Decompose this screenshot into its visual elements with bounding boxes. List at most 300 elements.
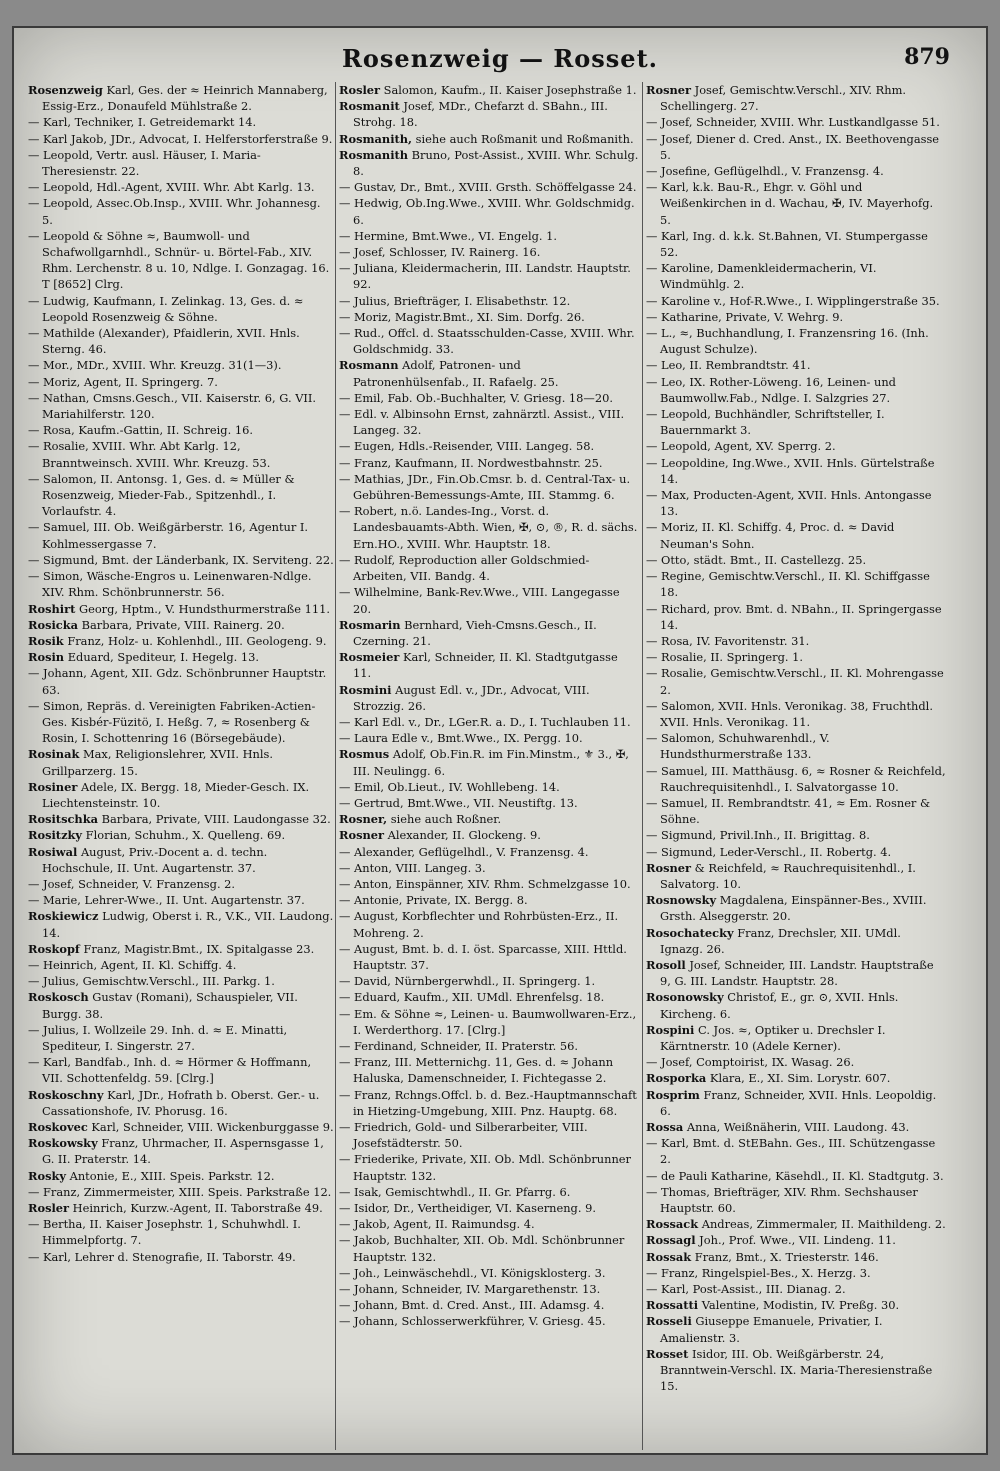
entry-surname: Rosler xyxy=(28,1201,70,1216)
entry-surname: Rosmini xyxy=(339,682,392,697)
directory-entry xyxy=(646,1168,946,1184)
entry-text: Gustav (Romani), Schauspieler, VII. Burgg. 38. xyxy=(42,990,298,1021)
entry-text: — Johann, Agent, XII. Gdz. Schönbrunner Hauptstr. 63. xyxy=(28,666,327,697)
entry-text: — Emil, Ob.Lieut., IV. Wohllebeng. 14. xyxy=(339,779,560,794)
entry-surname: Roskosch xyxy=(28,990,89,1005)
entry-surname: Rosmann xyxy=(339,358,399,373)
entry-text: — Rosalie, II. Springerg. 1. xyxy=(646,650,803,665)
directory-entry xyxy=(28,471,334,520)
entry-text: Barbara, Private, VIII. Rainerg. 20. xyxy=(78,617,285,632)
entry-text: — Leo, II. Rembrandtstr. 41. xyxy=(646,358,811,373)
entry-text: Georg, Hptm., V. Hundsthurmerstraße 111. xyxy=(75,601,331,616)
entry-text: — Franz, III. Metternichg. 11, Ges. d. ≈ Johann Haluska, Damenschneider, I. Fichtegasse 2. xyxy=(339,1055,614,1086)
entry-surname: Rositschka xyxy=(28,812,98,827)
entry-surname: Rosner xyxy=(646,83,692,97)
entry-text: — Ludwig, Kaufmann, I. Zelinkag. 13, Ges. d. ≈ Leopold Rosenzweig & Söhne. xyxy=(28,293,304,324)
directory-entry xyxy=(646,438,946,454)
directory-entry xyxy=(339,779,639,795)
entry-text: — Karl, Ing. d. k.k. St.Bahnen, VI. Stumpergasse 52. xyxy=(646,228,928,260)
entry-text: Klara, E., XI. Sim. Lorystr. 607. xyxy=(706,1071,891,1086)
entry-text: Salomon, Kaufm., II. Kaiser Josephstraße 1. xyxy=(380,83,637,97)
entry-text: Anna, Weißnäherin, VIII. Laudong. 43. xyxy=(683,1120,910,1134)
directory-entry xyxy=(339,795,639,811)
directory-entry xyxy=(339,649,639,681)
directory-entry xyxy=(339,244,639,260)
directory-entry xyxy=(339,876,639,892)
directory-entry xyxy=(28,228,334,293)
directory-entry xyxy=(28,1168,334,1184)
entry-text: Franz, Magistr.Bmt., IX. Spitalgasse 23. xyxy=(79,941,315,956)
directory-entry xyxy=(646,1297,946,1313)
entry-surname: Rosnowsky xyxy=(646,893,717,908)
entry-text: — Moriz, II. Kl. Schiffg. 4, Proc. d. ≈ David Neuman's Sohn. xyxy=(646,520,895,551)
directory-entry xyxy=(646,601,946,633)
entry-text: — Sigmund, Leder-Verschl., II. Robertg. 4. xyxy=(646,844,892,859)
entry-text: — August, Korbflechter und Rohrbüsten-Erz., II. Mohreng. 2. xyxy=(339,909,619,940)
directory-entry xyxy=(646,1313,946,1345)
directory-entry xyxy=(339,82,639,98)
directory-entry xyxy=(646,487,946,519)
directory-entry xyxy=(339,195,639,227)
page-title: Rosenzweig — Rosset. xyxy=(341,44,659,73)
directory-entry xyxy=(646,633,946,649)
directory-entry xyxy=(646,519,946,551)
directory-entry xyxy=(339,941,639,973)
directory-entry xyxy=(339,1232,639,1264)
directory-entry xyxy=(339,179,639,195)
entry-text: August Edl. v., JDr., Advocat, VIII. Strozzig. 26. xyxy=(353,682,590,713)
entry-text: Eduard, Spediteur, I. Hegelg. 13. xyxy=(64,650,260,665)
directory-entry xyxy=(646,82,946,114)
entry-text: — Hedwig, Ob.Ing.Wwe., XVIII. Whr. Goldschmidg. 6. xyxy=(339,196,635,227)
entry-text: — Franz, Rchngs.Offcl. b. d. Bez.-Hauptmannschaft in Hietzing-Umgebung, XIII. Pnz. Hauptg. 68. xyxy=(339,1087,637,1118)
directory-entry xyxy=(339,406,639,438)
directory-entry xyxy=(28,82,334,114)
entry-text: Max, Religionslehrer, XVII. Hnls. Grillparzerg. 15. xyxy=(42,747,273,778)
entry-text: — Rosalie, XVIII. Whr. Abt Karlg. 12, Branntweinsch. XVIII. Whr. Kreuzg. 53. xyxy=(28,439,271,470)
directory-entry xyxy=(339,98,639,130)
entry-text: — Sigmund, Privil.Inh., II. Brigittag. 8. xyxy=(646,828,870,843)
directory-entry xyxy=(28,876,334,892)
directory-entry xyxy=(28,601,334,617)
entry-text: — Mathilde (Alexander), Pfaidlerin, XVII. Hnls. Sterng. 46. xyxy=(28,326,300,357)
entry-text: — Otto, städt. Bmt., II. Castellezg. 25. xyxy=(646,552,867,567)
entry-text: — Juliana, Kleidermacherin, III. Landstr. Hauptstr. 92. xyxy=(339,261,631,292)
entry-surname: Rosochatecky xyxy=(646,925,734,940)
directory-entry xyxy=(28,957,334,973)
directory-entry xyxy=(28,390,334,422)
entry-text: siehe auch Roßner. xyxy=(387,812,502,827)
directory-entry xyxy=(339,811,639,827)
directory-entry xyxy=(28,973,334,989)
directory-entry xyxy=(339,503,639,552)
entry-surname: Rosseli xyxy=(646,1314,692,1329)
entry-text: — Simon, Repräs. d. Vereinigten Fabriken-Actien-Ges. Kisbér-Füzitö, I. Heßg. 7, ≈ Rosenberg & Rosin, I. Schottenring 16 (Börsegebäude). xyxy=(28,698,316,746)
entry-surname: Rosmanith, xyxy=(339,131,413,146)
entry-text: — Leopold, Agent, XV. Sperrg. 2. xyxy=(646,439,836,454)
entry-surname: Rosprim xyxy=(646,1087,700,1102)
entry-text: C. Jos. ≈, Optiker u. Drechsler I. Kärntnerstr. 10 (Adele Kerner). xyxy=(660,1022,886,1053)
entry-text: — Josef, Schneider, XVIII. Whr. Lustkandlgasse 51. xyxy=(646,115,940,130)
entry-text: Christof, E., gr. ⊙, XVII. Hnls. Kircheng. 6. xyxy=(660,990,899,1021)
entry-text: Karl, Schneider, VIII. Wickenburggasse 9. xyxy=(87,1120,334,1134)
entry-surname: Rossa xyxy=(646,1120,684,1134)
entry-text: — Julius, Gemischtw.Verschl., III. Parkg. 1. xyxy=(28,974,275,989)
directory-entry xyxy=(646,1184,946,1216)
directory-entry xyxy=(339,973,639,989)
directory-entry xyxy=(646,730,946,762)
entry-surname: Rosiwal xyxy=(28,844,78,859)
entry-surname: Rosenzweig xyxy=(28,83,103,97)
entry-surname: Rosky xyxy=(28,1168,66,1183)
entry-text: — Karl, Bmt. d. StEBahn. Ges., III. Schützengasse 2. xyxy=(646,1136,936,1167)
directory-entry xyxy=(28,1184,334,1200)
directory-entry xyxy=(646,455,946,487)
entry-surname: Rosmarin xyxy=(339,617,401,632)
directory-column-1 xyxy=(28,82,334,1450)
entry-text: — Friedrich, Gold- und Silberarbeiter, VIII. Josefstädterstr. 50. xyxy=(339,1120,588,1151)
directory-entry xyxy=(28,1119,334,1135)
directory-entry xyxy=(339,844,639,860)
entry-text: — Johann, Bmt. d. Cred. Anst., III. Adamsg. 4. xyxy=(339,1298,605,1313)
entry-text: — Alexander, Geflügelhdl., V. Franzensg. 4. xyxy=(339,844,589,859)
directory-entry xyxy=(28,811,334,827)
directory-entry xyxy=(28,908,334,940)
directory-entry xyxy=(339,1119,639,1151)
directory-entry xyxy=(339,584,639,616)
directory-entry xyxy=(28,746,334,778)
entry-text: — Johann, Schlosserwerkführer, V. Griesg. 45. xyxy=(339,1314,606,1329)
entry-text: — Josef, Diener d. Cred. Anst., IX. Beethovengasse 5. xyxy=(646,131,940,162)
directory-entry xyxy=(646,114,946,130)
directory-entry xyxy=(339,1265,639,1281)
entry-text: — Rosa, Kaufm.-Gattin, II. Schreig. 16. xyxy=(28,423,253,438)
entry-surname: Rosner, xyxy=(339,812,388,827)
entry-surname: Rossak xyxy=(646,1249,692,1264)
directory-entry xyxy=(28,649,334,665)
entry-text: — Eduard, Kaufm., XII. UMdl. Ehrenfelsg. 18. xyxy=(339,990,605,1005)
directory-entry xyxy=(646,1249,946,1265)
entry-text: — Heinrich, Agent, II. Kl. Schiffg. 4. xyxy=(28,957,237,972)
entry-text: — Karl, k.k. Bau-R., Ehgr. v. Göhl und Weißenkirchen in d. Wachau, ✠, IV. Mayerhofg. 5. xyxy=(646,180,934,227)
directory-entry xyxy=(646,795,946,827)
entry-text: — Wilhelmine, Bank-Rev.Wwe., VIII. Langegasse 20. xyxy=(339,585,620,616)
entry-text: — Franz, Ringelspiel-Bes., X. Herzg. 3. xyxy=(646,1265,871,1280)
directory-entry xyxy=(646,357,946,373)
directory-entry xyxy=(339,1281,639,1297)
entry-text: — Josef, Comptoirist, IX. Wasag. 26. xyxy=(646,1055,855,1070)
directory-entry xyxy=(28,698,334,747)
entry-text: — August, Bmt. b. d. I. öst. Sparcasse, XIII. Httld. Hauptstr. 37. xyxy=(339,941,627,972)
entry-text: Josef, Gemischtw.Verschl., XIV. Rhm. Schellingerg. 27. xyxy=(660,83,906,114)
entry-text: — Jakob, Buchhalter, XII. Ob. Mdl. Schönbrunner Hauptstr. 132. xyxy=(339,1233,625,1264)
entry-text: — L., ≈, Buchhandlung, I. Franzensring 16. (Inh. August Schulze). xyxy=(646,326,929,357)
directory-entry xyxy=(646,827,946,843)
directory-entry xyxy=(28,844,334,876)
directory-entry xyxy=(28,617,334,633)
directory-entry xyxy=(339,617,639,649)
directory-entry xyxy=(28,179,334,195)
entry-surname: Rosicka xyxy=(28,617,79,632)
entry-text: — Karl Jakob, JDr., Advocat, I. Helferstorferstraße 9. xyxy=(28,131,333,146)
directory-entry xyxy=(28,633,334,649)
directory-entry xyxy=(646,763,946,795)
entry-text: — Leopold & Söhne ≈, Baumwoll- und Schafwollgarnhdl., Schnür- u. Börtel-Fab., XIV. Rhm. Lerchenstr. 8 u. 10, Ndlge. I. Gonzagag. 16. T [8652] Clrg. xyxy=(28,228,330,292)
directory-entry xyxy=(339,827,639,843)
directory-entry xyxy=(339,1200,639,1216)
directory-entry xyxy=(646,1346,946,1395)
entry-surname: Rossagl xyxy=(646,1233,696,1248)
entry-text: — Karoline v., Hof-R.Wwe., I. Wipplingerstraße 35. xyxy=(646,293,940,308)
entry-text: — Leopold, Hdl.-Agent, XVIII. Whr. Abt Karlg. 13. xyxy=(28,180,315,195)
directory-entry xyxy=(646,1070,946,1086)
entry-surname: Rosset xyxy=(646,1346,689,1361)
entry-text: — Richard, prov. Bmt. d. NBahn., II. Springergasse 14. xyxy=(646,601,942,632)
directory-entry xyxy=(646,374,946,406)
entry-text: Josef, MDr., Chefarzt d. SBahn., III. Strohg. 18. xyxy=(353,99,608,130)
entry-surname: Roskovec xyxy=(28,1120,88,1134)
directory-entry xyxy=(646,179,946,228)
entry-text: Karl, Ges. der ≈ Heinrich Mannaberg, Essig-Erz., Donaufeld Mühlstraße 2. xyxy=(42,83,328,114)
directory-entry xyxy=(28,568,334,600)
directory-entry xyxy=(339,552,639,584)
directory-entry xyxy=(28,195,334,227)
entry-text: — Eugen, Hdls.-Reisender, VIII. Langeg. 58. xyxy=(339,439,595,454)
directory-entry xyxy=(28,519,334,551)
entry-surname: Rosmanit xyxy=(339,99,400,114)
directory-entry xyxy=(646,1054,946,1070)
directory-entry xyxy=(646,260,946,292)
entry-surname: Roskoschny xyxy=(28,1087,104,1102)
directory-page xyxy=(14,28,986,1453)
entry-text: — Nathan, Cmsns.Gesch., VII. Kaiserstr. 6, G. VII. Mariahilferstr. 120. xyxy=(28,390,317,422)
entry-text: Adolf, Patronen- und Patronenhülsenfab., II. Rafaelg. 25. xyxy=(353,358,559,389)
entry-text: Giuseppe Emanuele, Privatier, I. Amalienstr. 3. xyxy=(660,1314,883,1345)
directory-entry xyxy=(646,860,946,892)
entry-text: — Emil, Fab. Ob.-Buchhalter, V. Griesg. 18—20. xyxy=(339,390,613,405)
entry-surname: Rosmeier xyxy=(339,650,400,665)
entry-text: Josef, Schneider, III. Landstr. Hauptstraße 9, G. III. Landstr. Hauptstr. 28. xyxy=(660,957,934,989)
directory-entry xyxy=(339,438,639,454)
entry-text: — de Pauli Katharine, Käsehdl., II. Kl. Stadtgutg. 3. xyxy=(646,1168,944,1183)
entry-text: Karl, JDr., Hofrath b. Oberst. Ger.- u. Cassationshofe, IV. Phorusg. 16. xyxy=(42,1087,320,1118)
directory-entry xyxy=(28,147,334,179)
directory-entry xyxy=(646,1135,946,1167)
entry-surname: Rosler xyxy=(339,83,381,97)
entry-text: — Franz, Zimmermeister, XIII. Speis. Parkstraße 12. xyxy=(28,1184,332,1199)
entry-text: — Friederike, Private, XII. Ob. Mdl. Schönbrunner Hauptstr. 132. xyxy=(339,1152,631,1183)
directory-entry xyxy=(646,957,946,989)
directory-entry xyxy=(28,1216,334,1248)
entry-text: — Gertrud, Bmt.Wwe., VII. Neustiftg. 13. xyxy=(339,795,578,810)
entry-text: — Josef, Schlosser, IV. Rainerg. 16. xyxy=(339,245,541,260)
entry-text: — Leopold, Vertr. ausl. Häuser, I. Maria-Theresienstr. 22. xyxy=(28,147,261,179)
entry-text: — Karl, Bandfab., Inh. d. ≈ Hörmer & Hoffmann, VII. Schottenfeldg. 59. [Clrg.] xyxy=(28,1055,312,1086)
directory-entry xyxy=(28,114,334,130)
entry-text: — Johann, Schneider, IV. Margarethenstr. 13. xyxy=(339,1282,601,1297)
entry-text: — Isak, Gemischtwhdl., II. Gr. Pfarrg. 6. xyxy=(339,1184,571,1199)
directory-entry xyxy=(339,1006,639,1038)
entry-text: — Samuel, III. Matthäusg. 6, ≈ Rosner & Reichfeld, Rauchrequisitenhdl., I. Salvatorgasse 10. xyxy=(646,763,946,794)
entry-text: — Simon, Wäsche-Engros u. Leinenwaren-Ndlge. XIV. Rhm. Schönbrunnerstr. 56. xyxy=(28,569,312,600)
directory-entry xyxy=(28,1249,334,1265)
directory-entry xyxy=(646,1022,946,1054)
directory-entry xyxy=(339,357,639,389)
directory-entry xyxy=(339,260,639,292)
entry-text: — Rosalie, Gemischtw.Verschl., II. Kl. Mohrengasse 2. xyxy=(646,666,944,697)
entry-text: — Hermine, Bmt.Wwe., VI. Engelg. 1. xyxy=(339,228,558,243)
directory-entry xyxy=(28,892,334,908)
entry-surname: Rosner xyxy=(646,860,692,875)
directory-entry xyxy=(646,1232,946,1248)
entry-text: Alexander, II. Glockeng. 9. xyxy=(384,828,541,843)
directory-entry xyxy=(28,1200,334,1216)
entry-text: — Anton, Einspänner, XIV. Rhm. Schmelzgasse 10. xyxy=(339,876,631,891)
entry-text: Florian, Schuhm., X. Quelleng. 69. xyxy=(82,828,286,843)
directory-entry xyxy=(339,714,639,730)
entry-text: & Reichfeld, ≈ Rauchrequisitenhdl., I. Salvatorg. 10. xyxy=(660,860,916,891)
directory-entry xyxy=(646,552,946,568)
directory-entry xyxy=(28,357,334,373)
entry-text: — Katharine, Private, V. Wehrg. 9. xyxy=(646,309,844,324)
entry-text: Barbara, Private, VIII. Laudongasse 32. xyxy=(97,812,331,827)
entry-text: — Leopold, Buchhändler, Schriftsteller, I. Bauernmarkt 3. xyxy=(646,407,885,438)
entry-text: — Laura Edle v., Bmt.Wwe., IX. Pergg. 10. xyxy=(339,731,583,746)
directory-entry xyxy=(646,989,946,1021)
directory-entry xyxy=(339,746,639,778)
entry-text: — Max, Producten-Agent, XVII. Hnls. Antongasse 13. xyxy=(646,488,932,519)
entry-text: — Salomon, XVII. Hnls. Veronikag. 38, Fruchthdl. XVII. Hnls. Veronikag. 11. xyxy=(646,698,933,729)
directory-entry xyxy=(339,1054,639,1086)
entry-text: Franz, Holz- u. Kohlenhdl., III. Geologeng. 9. xyxy=(63,633,327,648)
entry-surname: Rosiner xyxy=(28,779,78,794)
directory-entry xyxy=(339,1216,639,1232)
directory-entry xyxy=(28,131,334,147)
directory-entry xyxy=(28,665,334,697)
entry-text: Franz, Bmt., X. Triesterstr. 146. xyxy=(691,1249,879,1264)
entry-surname: Rosonowsky xyxy=(646,990,724,1005)
entry-text: — Mathias, JDr., Fin.Ob.Cmsr. b. d. Central-Tax- u. Gebühren-Bemessungs-Amte, III. Stammg. 6. xyxy=(339,471,631,503)
directory-entry xyxy=(646,163,946,179)
page-number: 879 xyxy=(904,44,950,70)
entry-text: — Marie, Lehrer-Wwe., II. Unt. Augartenstr. 37. xyxy=(28,893,305,908)
entry-text: — Julius, I. Wollzeile 29. Inh. d. ≈ E. Minatti, Spediteur, I. Singerstr. 27. xyxy=(28,1022,288,1053)
entry-text: Valentine, Modistin, IV. Preßg. 30. xyxy=(698,1298,900,1313)
directory-entry xyxy=(339,989,639,1005)
directory-entry xyxy=(339,1184,639,1200)
entry-surname: Rosmanith xyxy=(339,147,409,162)
entry-surname: Rosin xyxy=(28,650,65,665)
directory-entry xyxy=(339,471,639,503)
entry-surname: Roskopf xyxy=(28,941,80,956)
directory-entry xyxy=(646,293,946,309)
entry-text: Heinrich, Kurzw.-Agent, II. Taborstraße 49. xyxy=(69,1201,323,1216)
entry-text: — Regine, Gemischtw.Verschl., II. Kl. Schiffgasse 18. xyxy=(646,569,930,600)
directory-entry xyxy=(646,406,946,438)
entry-text: — Gustav, Dr., Bmt., XVIII. Grsth. Schöffelgasse 24. xyxy=(339,180,637,195)
entry-surname: Rosner xyxy=(339,828,385,843)
directory-entry xyxy=(339,892,639,908)
entry-text: — Josef, Schneider, V. Franzensg. 2. xyxy=(28,876,236,891)
entry-surname: Rosmus xyxy=(339,747,390,762)
directory-entry xyxy=(339,131,639,147)
entry-surname: Roshirt xyxy=(28,601,76,616)
directory-entry xyxy=(646,1087,946,1119)
directory-entry xyxy=(339,860,639,876)
entry-surname: Rosik xyxy=(28,633,64,648)
directory-entry xyxy=(646,665,946,697)
directory-entry xyxy=(28,1135,334,1167)
entry-surname: Roskiewicz xyxy=(28,909,99,924)
entry-text: Antonie, E., XIII. Speis. Parkstr. 12. xyxy=(66,1168,275,1183)
entry-text: Andreas, Zimmermaler, II. Maithildeng. 2. xyxy=(698,1217,946,1232)
entry-text: — Thomas, Briefträger, XIV. Rhm. Sechshauser Hauptstr. 60. xyxy=(646,1184,918,1216)
directory-entry xyxy=(646,1216,946,1232)
directory-entry xyxy=(28,293,334,325)
directory-entry xyxy=(646,325,946,357)
directory-entry xyxy=(339,1297,639,1313)
directory-entry xyxy=(646,892,946,924)
entry-text: — Karl, Lehrer d. Stenografie, II. Taborstr. 49. xyxy=(28,1249,296,1264)
directory-entry xyxy=(646,131,946,163)
entry-text: — Mor., MDr., XVIII. Whr. Kreuzg. 31(1—3). xyxy=(28,358,282,373)
column-divider xyxy=(642,82,643,1450)
entry-surname: Rospini xyxy=(646,1022,695,1037)
entry-text: — Julius, Briefträger, I. Elisabethstr. 12. xyxy=(339,293,571,308)
entry-text: Isidor, III. Ob. Weißgärberstr. 24, Branntwein-Verschl. IX. Maria-Theresienstraße 15. xyxy=(660,1346,933,1394)
entry-surname: Rosoll xyxy=(646,957,686,972)
directory-entry xyxy=(339,682,639,714)
directory-entry xyxy=(28,374,334,390)
directory-entry xyxy=(28,325,334,357)
entry-text: August, Priv.-Docent a. d. techn. Hochschule, II. Unt. Augartenstr. 37. xyxy=(42,844,268,875)
entry-surname: Rossack xyxy=(646,1217,699,1232)
entry-text: Franz, Drechsler, XII. UMdl. Ignazg. 26. xyxy=(660,925,901,956)
directory-entry xyxy=(339,293,639,309)
entry-text: — Rudolf, Reproduction aller Goldschmied-Arbeiten, VII. Bandg. 4. xyxy=(339,552,590,584)
entry-text: Magdalena, Einspänner-Bes., XVIII. Grsth. Alseggerstr. 20. xyxy=(660,893,927,924)
directory-entry xyxy=(339,309,639,325)
directory-column-2 xyxy=(339,82,639,1450)
entry-text: — David, Nürnbergerwhdl., II. Springerg. 1. xyxy=(339,974,596,989)
entry-surname: Rositzky xyxy=(28,828,83,843)
entry-text: Franz, Schneider, XVII. Hnls. Leopoldig. 6. xyxy=(660,1087,937,1118)
entry-text: — Karoline, Damenkleidermacherin, VI. Windmühlg. 2. xyxy=(646,261,877,292)
entry-text: — Moriz, Agent, II. Springerg. 7. xyxy=(28,374,218,389)
directory-entry xyxy=(339,1151,639,1183)
directory-entry xyxy=(646,1265,946,1281)
entry-text: Bruno, Post-Assist., XVIII. Whr. Schulg. 8. xyxy=(353,147,639,179)
directory-entry xyxy=(339,908,639,940)
entry-text: Bernhard, Vieh-Cmsns.Gesch., II. Czerning. 21. xyxy=(353,617,597,648)
entry-text: siehe auch Roßmanit und Roßmanith. xyxy=(412,131,634,146)
directory-entry xyxy=(339,1038,639,1054)
entry-text: — Leopoldine, Ing.Wwe., XVII. Hnls. Gürtelstraße 14. xyxy=(646,455,935,486)
entry-text: Karl, Schneider, II. Kl. Stadtgutgasse 11. xyxy=(353,650,618,681)
entry-text: — Jakob, Agent, II. Raimundsg. 4. xyxy=(339,1217,535,1232)
directory-entry xyxy=(28,438,334,470)
entry-text: — Samuel, III. Ob. Weißgärberstr. 16, Agentur I. Kohlmessergasse 7. xyxy=(28,520,309,551)
entry-text: — Antonie, Private, IX. Bergg. 8. xyxy=(339,893,528,908)
entry-text: — Leopold, Assec.Ob.Insp., XVIII. Whr. Johannesg. 5. xyxy=(28,196,321,227)
entry-text: — Salomon, II. Antonsg. 1, Ges. d. ≈ Müller & Rosenzweig, Mieder-Fab., Spitzenhdl., I. Vorlaufstr. 4. xyxy=(28,471,295,519)
directory-entry xyxy=(646,309,946,325)
directory-entry xyxy=(646,844,946,860)
entry-text: — Salomon, Schuhwarenhdl., V. Hundsthurmerstraße 133. xyxy=(646,731,830,762)
directory-entry xyxy=(646,228,946,260)
entry-text: Ludwig, Oberst i. R., V.K., VII. Laudong. 14. xyxy=(42,909,334,940)
directory-entry xyxy=(28,941,334,957)
